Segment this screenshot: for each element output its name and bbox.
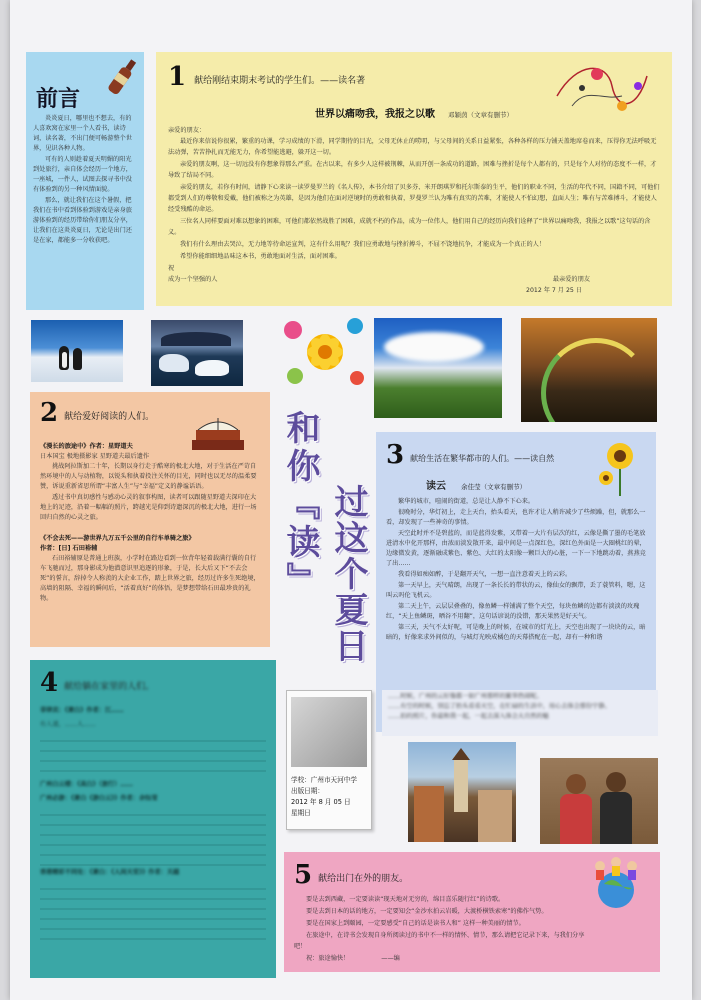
section3-cont-line: ……时候，广州的云好像都一如广州那样的繁华热闹呢。 — [388, 693, 543, 700]
section5-wish: 祝：旅途愉快！ — [306, 955, 350, 962]
school-line: 学校：广州市天河中学 — [291, 776, 357, 784]
section1-box — [156, 52, 672, 306]
penguins-photo — [31, 320, 123, 382]
book2-title: 《不会去死——游世界九万五千公里的自行车单骑之旅》 — [40, 535, 195, 542]
section3-continuation — [382, 690, 658, 736]
flower-cluster-icon — [275, 310, 371, 394]
section4-line: 广州白云楼：《高白》（旅行）…… — [40, 781, 133, 788]
section5-box — [284, 852, 660, 972]
book1-title: 《漫长的旅途中》作者：星野道夫 — [40, 443, 133, 450]
section1-paragraph: 三位名人同样要面对难以想象的困难，可他们都依然战胜了困难，成就不朽的作品，成为一位伟人，他们用自己的经历向我们诠释了“世界以痛吻我，我报之以歌”这句话的含义。 — [168, 218, 651, 236]
section3-paragraph: 第一天早上，天气晴朗，出现了一条长长的带状的云，像仙女的飘带，丢了蓑管料，嗯，这叫云吗伦飞机云。 — [386, 582, 646, 599]
book2-paragraph: 石田裕辅原是普通上班族，小学时在路边看到一位背年轻着载满行囊的自行车飞驰而过，那身影成为他潜意识里追逐的形象，于是，长大后又下“不去会死”的誓言，辞掉令人称羡的大企业工作，踏上世界之旅，经历过许多生死绝境，高墙的阻隔、幸福的瞬间后，“活着真好”的体悟，是梦想带给石田最珍贵的礼物。 — [40, 555, 260, 602]
section3-cont-line: ……有空的时候，别忘了抬头看看天空，在忙碌的生活中，用心去体会那份宁静。 — [388, 703, 611, 710]
section1-signature: 最亲爱的朋友 — [552, 276, 590, 283]
section1-heading: 献给刚结束期末考试的学生们。——读名著 — [194, 76, 366, 86]
section5-paragraph: 在旅途中，在诗书会发现自身所阅读过的书中不一样的情怀、情节，那么请把它记录下来，与我们分享吧！ — [294, 932, 585, 950]
book1-paragraph: 挑战阿拉斯加二十年，长期以身行走于酷寒的极北大地，对于生活在严苛自然环境中的人与动植物，以锐头和执着投注关怀的目光，同时也以无尽的温柔要赞，诉说重新省思所谓“丰富人生”与“幸福”定义的静谧话语。 — [40, 463, 257, 490]
masthead-photo — [291, 697, 367, 767]
section5-paragraph: 要是在国家上到颐园，一定要感受“自己的话是读书人和” 这样一种美丽的情节。 — [306, 920, 525, 927]
books-icon — [190, 414, 246, 454]
section5-paragraph: 要是去到西藏，一定要读读“现天地对无穷的，绵目喜乐随行红”的诗歌。 — [306, 896, 505, 903]
section3-cont-line: ……拍的照片，你最和我一起，一起去深入体会大自然的魅 — [388, 713, 549, 720]
publish-label: 出版日期： — [291, 787, 324, 795]
section3-paragraph: 繁华的城市，喧闹的街道，总是让人静不下心来。 — [398, 498, 535, 505]
section3-paragraph: 天空此时并不是碧蓝的，而是蓝得发紫，又带着一大片有层次的红，云像是撕了墨的毛笔放进清水中化开那样，由浓而淡发散开来，最中间是一点深红色，深红色外面是一大圈桃红的晕，边缘微发黄，逐渐融成紫色、紫色、大红的太阳像一颗巨大的心脏，一下一下地跳动着，燕燕竞了出…… — [386, 530, 646, 567]
preface-title: 前言 — [36, 86, 81, 112]
section3-heading: 献给生活在繁华都市的人们。——读自然 — [410, 454, 555, 463]
section1-paragraph: 我们有什么理由去哭泣，无力地等待命运宣判，这有什么用呢？我们应勇敢地与挫折搏斗，不屈不饶地抗争，才能成为一个真正的人！ — [180, 241, 546, 248]
newspaper-sheet — [10, 0, 692, 1000]
book1-paragraph: 透过书中真切感性与感动心灵的叙事构图，读者可以跟随星野道夫深印在大地上的足迹，沿着一幅幅的照片，跨越光是仰到诗遗深沉的极北大地，进行一场回归自然的心灵之旅。 — [40, 494, 257, 521]
section4-number: 4 — [40, 668, 59, 698]
section3-paragraph: 第二天上午，云层层叠叠的，像鱼鳞一样铺满了整个天空，每块鱼鳞的边都有淡淡的玫瑰红，“天上鱼鳞斑，晒谷不用翻”，这句话谚说的没错，那天果然是好天气。 — [386, 603, 640, 620]
section1-number: 1 — [168, 62, 187, 92]
old-town-photo — [408, 742, 516, 842]
section1-paragraph: 希望你能细细地品味这本书，勇敢地面对生活，面对困难。 — [180, 253, 341, 260]
masthead-card — [286, 690, 372, 830]
vertical-title — [280, 406, 378, 696]
section2-box — [30, 392, 270, 647]
section1-closing: 祝 — [168, 265, 175, 272]
section4-blurred-text — [40, 806, 266, 866]
rainbow-sunset-photo — [521, 318, 657, 422]
section4-blurred-text — [40, 732, 266, 778]
section4-box — [30, 660, 276, 978]
section4-line: 广州必游：《萧白《游白云》》作者：余钰莹 — [40, 795, 158, 802]
section5-number: 5 — [294, 860, 313, 890]
section4-line: 菲律宾：《萧白》作者：江…… — [40, 707, 124, 714]
section3-paragraph: 第三天，天气不太好呢，可是晚上的时候，在城市的灯光上，天空也出现了一块块的云，暗暗的，好像来求外间似的，与城灯光映成橘色的天幕搭配在一起，却有一种和谐 — [386, 624, 646, 641]
section1-byline: 邓颖茵（文章有删节） — [448, 111, 514, 119]
clouds-meadow-photo — [374, 318, 502, 418]
section5-signoff: ——编 — [381, 955, 400, 962]
section5-heading: 献给出门在外的朋友。 — [318, 874, 409, 884]
section1-greeting: 亲爱的朋友： — [168, 127, 206, 134]
publish-date: 2012 年 8 月 05 日 — [291, 798, 351, 806]
section3-byline: 余佳莹（文章有删节） — [461, 483, 527, 491]
section3-paragraph: 很晚时分，华灯初上，走上天台，抬头看天，也许才让人稍许减少了些烦躁，但，就那么一看，却发现了一些神奇的事情。 — [386, 509, 646, 526]
globe-kids-icon — [586, 856, 646, 912]
floral-swirl-icon — [552, 56, 652, 120]
section3-paragraph: 我看得如痴如醉，于是翻开天气，一想一直注意着天上的云彩。 — [398, 571, 572, 578]
section1-paragraph: 最近你来信说你很累，繁重的功课，学习成绩的下滑，同学期待的目光，父母无休止的唠叨，与父母间的关系日益紧张，各种各样的压力铺天盖地席卷而来，压得你无法呼吸无法动弹，苦苦挣扎而无能无力，你希望能逃避，躲开这一切。 — [168, 138, 657, 156]
section4-line: 有人道，……人…… — [40, 721, 96, 728]
book1-subtitle: 日本国宝 极地摄影家 星野道夫最后遗作 — [40, 453, 150, 460]
book2-author: 作者：[日] 石田裕辅 — [40, 545, 98, 552]
section1-wish: 成为一个坚强的人 — [168, 276, 218, 283]
bottle-icon — [106, 56, 140, 100]
section3-title: 读云 — [426, 481, 446, 492]
sunflower-icon — [598, 436, 642, 496]
section2-number: 2 — [40, 398, 59, 428]
section3-number: 3 — [386, 440, 405, 470]
section1-paragraph: 亲爱的朋友啊，这一切远没有你想象得那么严重。在古以来，有多少人这样被荆棘，从而开创一条成功的道路，困难与挫折是每个人都有的，只是每个人对待的态度不一样，才导致了结局不同。 — [168, 161, 657, 179]
publish-weekday: 星期日 — [291, 809, 311, 817]
preface-paragraph: 炎炎夏日，哪里也不想去，有的人喜欢窝在家里一个人看书，读诗词，读名著，不出门便可畅游整个世界，见识各种人物。 — [33, 115, 132, 152]
section1-date: 2012 年 7 月 25 日 — [526, 287, 582, 294]
section2-heading: 献给爱好阅读的人们。 — [64, 412, 155, 422]
section1-title: 世界以痛吻我，我报之以歌 — [314, 109, 435, 120]
vertical-title-col2: 过这个夏日 — [328, 484, 368, 664]
preface-paragraph: 可有的人则趁着夏天明媚的阳光到处旅行，亲自体会经历一个地方，一座城，一件人，试图去探寻书中没有体验到的另一种风情面貌。 — [33, 156, 132, 193]
section4-blurred-text — [40, 880, 266, 944]
vertical-title-col1: 和你『读』 — [280, 410, 320, 600]
section5-paragraph: 要是去到日本的话的地方，一定要知会“金沙水拍云岩暖，大渡桥横铁索寒”的佛作气势。 — [306, 908, 548, 915]
section3-box — [376, 432, 656, 732]
section5-paragraph — [294, 953, 594, 964]
preface-paragraph: 那么，就让我们在这个暑假，把我们在书中看到体验到游戏是亲身旅游体验到的经历带给你们朋友分享，让我们在这炎炎夏日，无论是出门还是在家，都能多一分收获吧。 — [33, 197, 132, 244]
icebergs-photo — [151, 320, 243, 386]
preface-box — [26, 52, 144, 310]
section4-line: 香港精彩不同处：《萧白：《人间天堂》》作者：关越 — [40, 869, 180, 876]
section1-paragraph: 亲爱的朋友，若你有时间，请静下心来读一读罗曼罗兰的《名人传》，本书介绍了贝多芬、米开朗琪罗和托尔斯泰的生平，他们的职业不同，生活的年代不同，国籍不同，可他们都受到人们的尊敬和爱戴，他们被称之为英雄，是因为他们在面对逆境时的勇敢和执着，罗曼罗兰认为唯有真实的苦难，才能使人不怕幻想，直面人生；唯有与苦难搏斗，才能使人经受残酷的命运。 — [168, 184, 660, 213]
tibetan-children-photo — [540, 758, 658, 844]
section4-heading: 献给躺在家里的人们。 — [64, 682, 155, 692]
